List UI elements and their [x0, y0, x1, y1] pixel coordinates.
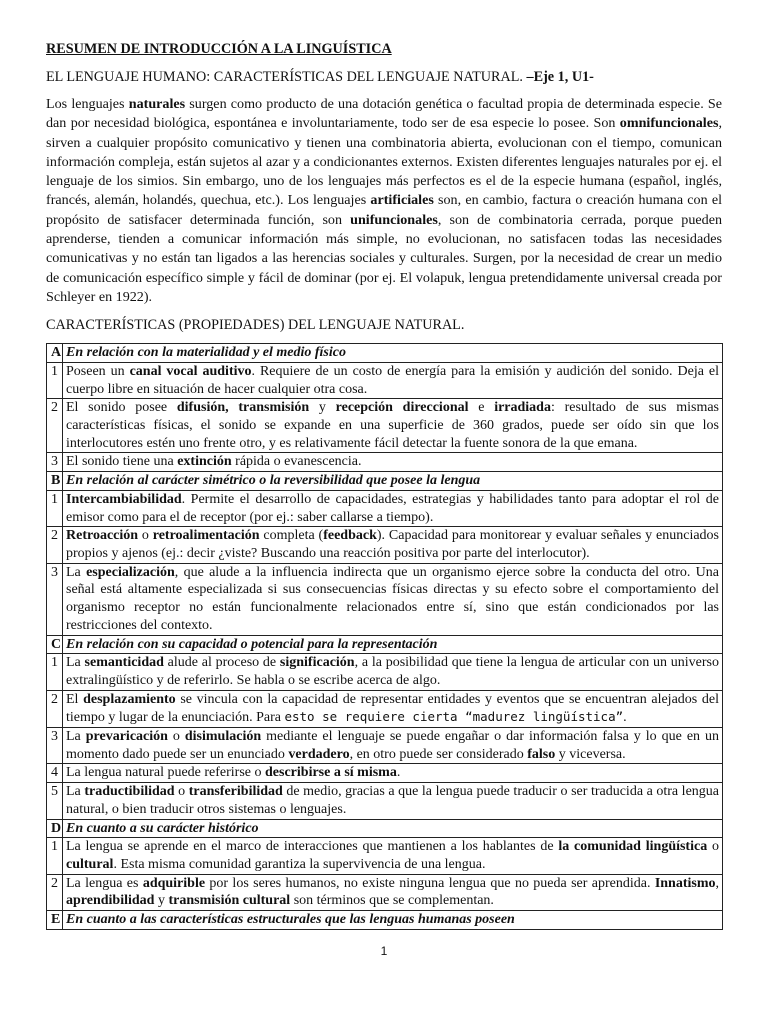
row-text-cell	[63, 453, 723, 472]
bold-term: disimulación	[184, 729, 262, 745]
row-text-cell	[63, 690, 723, 727]
bold-term: feedback	[323, 528, 377, 544]
table-section-row	[47, 819, 723, 838]
text-run: rápida o evanescencia.	[231, 454, 362, 470]
text-run: ). Capacidad para monitorear y evaluar señales y enunciados propios y ajenos (ej.: decir ¿viste? Buscando una reacción positiva por parte del interlocutor).	[66, 528, 719, 561]
text-run: por los seres humanos, no existe ninguna lengua que no pueda ser aprendida.	[205, 875, 655, 891]
text-run: se vincula con la capacidad de representar entidades y eventos que se encuentran alejados del tiempo y lugar de la enunciación. Para	[66, 691, 719, 726]
row-text-cell	[63, 874, 723, 910]
bold-term: Intercambiabilidad	[66, 491, 182, 507]
text-run: .	[396, 765, 401, 781]
row-text-cell	[63, 654, 723, 690]
text-run: La lengua se aprende en el marco de interacciones que mantienen a los hablantes de	[66, 839, 559, 855]
row-text-cell	[63, 490, 723, 526]
row-number: 1	[47, 654, 63, 690]
row-number: 1	[47, 838, 63, 874]
subtitle-reference: –Eje 1, U1-	[526, 69, 594, 85]
row-number: 5	[47, 783, 63, 819]
table-row	[47, 490, 723, 526]
page-number: 1	[380, 944, 388, 958]
bold-term: recepción direccional	[335, 400, 469, 416]
text-run: Poseen un	[66, 363, 130, 379]
row-text-cell	[63, 362, 723, 398]
bold-term: Innatismo	[654, 875, 716, 891]
text-run: , en otro puede ser considerado	[349, 746, 528, 762]
table-row	[47, 453, 723, 472]
text-run: , a la posibilidad que tiene la lengua de articular con un universo extralingüístico y de referirlo. Se habla o se escribe acerca de algo.	[66, 655, 720, 688]
row-text-cell	[63, 764, 723, 783]
text-run: En cuanto a su carácter histórico	[66, 820, 259, 836]
text-run: En relación al carácter simétrico o la reversibilidad que posee la lengua	[66, 473, 481, 489]
row-number: 3	[47, 728, 63, 764]
bold-term: extinción	[177, 454, 232, 470]
row-number: 2	[47, 399, 63, 453]
table-section-row	[47, 635, 723, 654]
section-heading-cell	[63, 472, 723, 491]
intro-paragraph	[46, 95, 722, 307]
text-run: La	[66, 729, 86, 745]
text-run: o	[167, 729, 185, 745]
row-number: 4	[47, 764, 63, 783]
section-letter: B	[47, 472, 63, 491]
bold-term: describirse a sí misma	[265, 765, 397, 781]
document-subtitle	[46, 68, 722, 87]
row-text-cell	[63, 728, 723, 764]
row-number: 2	[47, 874, 63, 910]
section-heading-cell	[63, 344, 723, 363]
subtitle-text: EL LENGUAJE HUMANO: CARACTERÍSTICAS DEL LENGUAJE NATURAL.	[46, 69, 527, 85]
table-row	[47, 764, 723, 783]
section-letter: C	[47, 635, 63, 654]
bold-term: la comunidad lingüística	[558, 839, 708, 855]
table-section-row	[47, 344, 723, 363]
table-row	[47, 654, 723, 690]
text-run: , son de combinatoria cerrada, porque pueden aprenderse, tienden a comunicar información más simple, no evolucionan, no satisfacen todas las necesidades comunicativas y no están tan ligados a las herencias sociales y culturales. Surgen, por la necesidad de crear un medio de comunicación específico simple y fácil de dominar (por ej. El volapuk, lengua pretendidamente universal creada por Schleyer en 1922).	[46, 211, 722, 305]
row-number: 3	[47, 563, 63, 635]
text-run: alude al proceso de	[163, 655, 280, 671]
document-page	[46, 40, 722, 930]
section-letter: E	[47, 911, 63, 930]
table-row	[47, 783, 723, 819]
section-letter: A	[47, 344, 63, 363]
text-run: En cuanto a las características estructurales que las lenguas humanas poseen	[66, 912, 515, 928]
bold-term: prevaricación	[85, 729, 168, 745]
text-run: En relación con su capacidad o potencial para la representación	[66, 636, 438, 652]
text-run: La	[66, 564, 87, 580]
row-number: 1	[47, 362, 63, 398]
text-run: El	[66, 691, 84, 707]
bold-term: aprendibilidad	[66, 893, 155, 909]
bold-term: falso	[527, 746, 556, 762]
bold-term: desplazamiento	[83, 691, 176, 707]
text-run: y	[154, 893, 169, 909]
text-run: .	[623, 710, 627, 726]
table-row	[47, 690, 723, 727]
row-text-cell	[63, 563, 723, 635]
bold-term: cultural	[66, 856, 114, 872]
text-run: En relación con la materialidad y el medio físico	[66, 345, 346, 361]
text-run: La	[66, 784, 85, 800]
bold-term: transferibilidad	[188, 784, 283, 800]
row-number: 3	[47, 453, 63, 472]
bold-term: artificiales	[370, 192, 434, 209]
text-run: , sirven a cualquier propósito comunicativo y tienen una combinatoria abierta, evolucionan con el tiempo, comunican información compleja, están sujetos al azar y a condicionantes externos. Existen diferentes lenguajes naturales por ej. el lenguaje de los simios. Sin embargo, uno de los lenguajes más perfectos es el de la especie humana (español, inglés, francés, alemán, holandés, quechua, etc.). Los lenguajes	[46, 115, 722, 209]
document-title: RESUMEN DE INTRODUCCIÓN A LA LINGUÍSTICA	[46, 41, 392, 57]
section-heading-cell	[63, 819, 723, 838]
text-run: , que alude a la influencia indirecta que un organismo ejerce sobre la conducta del otro. Una señal está altamente especializada si sus consecuencias físicas directas y su efecto sobre el comportamiento del organismo receptor no están funcionalmente relacionados entre sí, sino que están condicionados por las restricciones del contexto.	[66, 564, 719, 633]
section-heading-cell	[63, 911, 723, 930]
text-run: ,	[715, 875, 719, 891]
table-row	[47, 728, 723, 764]
table-section-row	[47, 911, 723, 930]
text-run: . Requiere de un costo de energía para la emisión y audición del sonido. Deja el cuerpo libre en situación de hacer cualquier otra cosa.	[66, 363, 719, 397]
bold-term: difusión, transmisión	[176, 400, 310, 416]
text-run: . Esta misma comunidad garantiza la supervivencia de una lengua.	[113, 856, 486, 872]
bold-term: canal vocal auditivo	[129, 363, 252, 379]
table-row	[47, 399, 723, 453]
text-run: o	[707, 839, 719, 855]
bold-term: unifuncionales	[350, 211, 438, 228]
text-run: son términos que se complementan.	[290, 893, 494, 909]
text-run: Los lenguajes	[46, 96, 129, 112]
text-run: y viceversa.	[555, 746, 626, 762]
text-run: de medio, gracias a que la lengua puede traducir o ser traducida a otra lengua natural, o bien traducir otros sistemas o lenguajes.	[66, 784, 719, 817]
text-run: La	[66, 655, 85, 671]
text-run: El sonido tiene una	[66, 454, 178, 470]
bold-term: especialización	[86, 564, 175, 580]
bold-term: verdadero	[288, 746, 350, 762]
bold-term: adquirible	[142, 875, 206, 891]
row-text-cell	[63, 838, 723, 874]
row-text-cell	[63, 399, 723, 453]
text-run: La lengua es	[66, 875, 143, 891]
bold-term: retroalimentación	[152, 528, 260, 544]
text-run: . Permite el desarrollo de capacidades, estrategias y habilidades tanto para adoptar el rol de emisor como para el de receptor (por ej.: saber callarse a tiempo).	[66, 491, 719, 525]
section-heading-cell	[63, 635, 723, 654]
table-row	[47, 874, 723, 910]
table-section-row	[47, 472, 723, 491]
bold-term: Retroacción	[66, 528, 139, 544]
bold-term: transmisión cultural	[168, 893, 291, 909]
text-run: El sonido posee	[66, 400, 177, 416]
bold-term: semanticidad	[84, 655, 164, 671]
table-row	[47, 838, 723, 874]
text-run: y	[309, 400, 336, 416]
text-run: mediante el lenguaje se puede engañar o dar información falsa y lo que en un momento dado puede ser un enunciado	[66, 729, 720, 762]
text-run: La lengua natural puede referirse o	[66, 765, 266, 781]
row-text-cell	[63, 527, 723, 563]
row-number: 2	[47, 527, 63, 563]
section-title: CARACTERÍSTICAS (PROPIEDADES) DEL LENGUAJE NATURAL.	[46, 317, 465, 334]
table-row	[47, 527, 723, 563]
row-text-cell	[63, 783, 723, 819]
text-run: surgen como producto de una dotación genética o facultad propia de determinada especie. Se dan por necesidad biológica, espontánea e involuntariamente, todo ser de esa especie lo posee. Son	[46, 96, 722, 132]
text-run: son, en cambio, factura o creación humana con el propósito de satisfacer determinada función, son	[46, 192, 723, 228]
bold-term: omnifuncionales	[619, 115, 719, 132]
table-row	[47, 362, 723, 398]
monospace-phrase: esto se requiere cierta “madurez lingüística”	[284, 709, 624, 725]
table-row	[47, 563, 723, 635]
text-run: completa (	[259, 528, 324, 544]
row-number: 1	[47, 490, 63, 526]
row-number: 2	[47, 690, 63, 727]
bold-term: significación	[279, 655, 355, 671]
text-run: : resultado de sus mismas características físicas, el sonido se expande en una superficie de 360 grados, puede ser oído sin que los interlocutores estén uno frente otro, y es relativamente fácil detectar la fuente sonora de la que emana.	[66, 400, 720, 451]
bold-term: traductibilidad	[84, 784, 175, 800]
properties-table	[46, 343, 723, 930]
text-run: o	[174, 784, 189, 800]
text-run: o	[138, 528, 153, 544]
text-run: e	[468, 400, 495, 416]
bold-term: irradiada	[494, 400, 551, 416]
section-letter: D	[47, 819, 63, 838]
bold-term: naturales	[128, 96, 186, 112]
